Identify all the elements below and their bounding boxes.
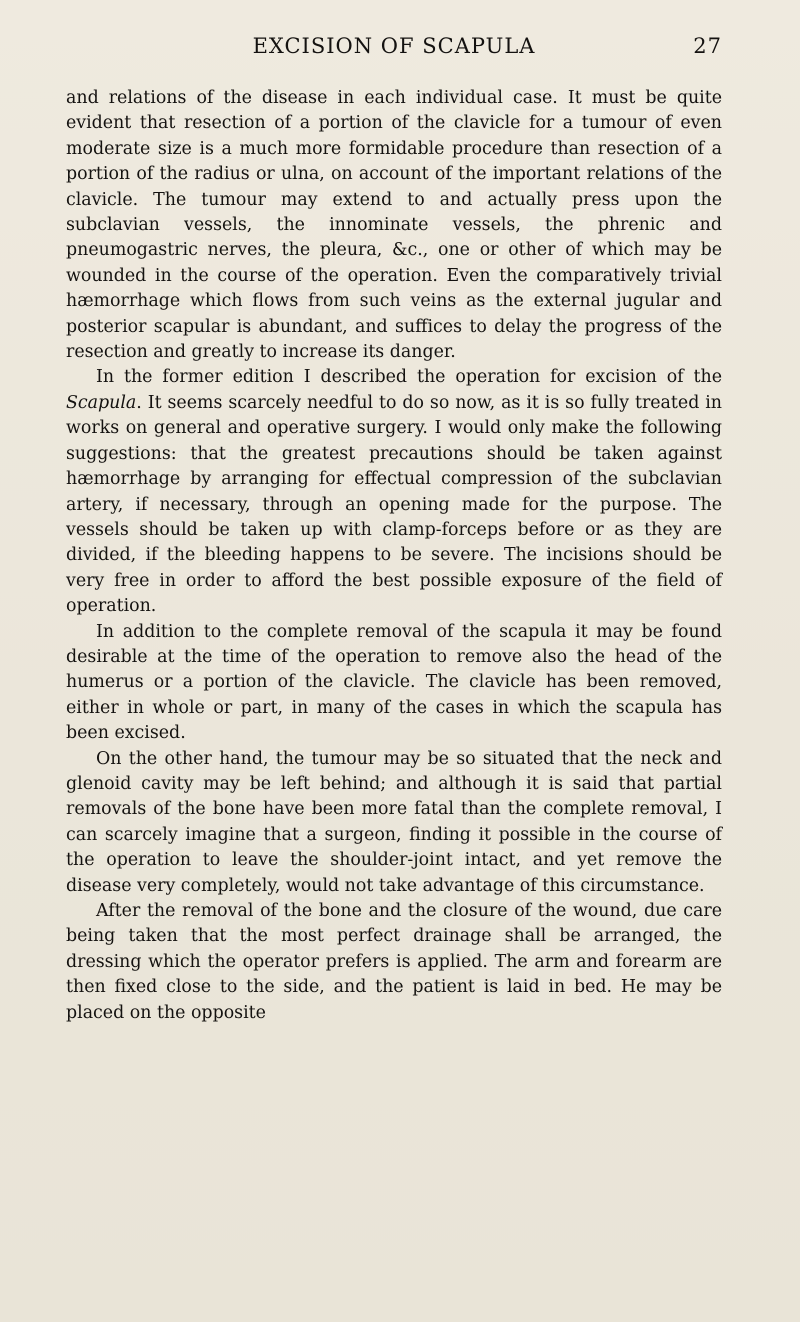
paragraph-aftercare: After the removal of the bone and the closure of the wound, due care being taken that the most perfect drainage shall be arranged, the dressing which the operator prefers is applied. The arm and forearm are then fixed close to the side, and the patient is laid in bed. He may be placed on the opposite <box>66 901 722 1023</box>
running-head <box>66 34 722 64</box>
paragraph-text: In the former edition I described the operation for excision of the <box>96 367 722 388</box>
page-number: 27 <box>693 34 722 58</box>
paragraph-partial-removal: On the other hand, the tumour may be so situated that the neck and glenoid cavity may be left behind; and although it is said that partial removals of the bone have been more fatal than the complete removal, I can scarcely imagine that a surgeon, finding it possible in the course of the operation to leave the shoulder-joint intact, and yet remove the disease very completely, would not take advantage of this circumstance. <box>66 748 722 896</box>
paragraph-haemorrhage-risk: and relations of the disease in each individual case. It must be quite evident that resection of a portion of the clavicle for a tumour of even moderate size is a much more formidable procedure than resection of a portion of the radius or ulna, on account of the important relations of the clavicle. The tumour may extend to and actually press upon the subclavian vessels, the innominate vessels, the phrenic and pneumogastric nerves, the pleura, &c., one or other of which may be wounded in the course of the operation. Even the comparatively trivial hæmorrhage which flows from such veins as the external jugular and posterior scapular is abundant, and suffices to delay the progress of the resection and greatly to increase its danger. <box>66 88 722 363</box>
paragraph-text: . It seems scarcely needful to do so now, as it is so fully treated in works on general and operative surgery. I would only make the following suggestions: that the greatest precautions should be taken against hæmorrhage by arranging for effectual compression of the subclavian artery, if necessary, through an opening made for the purpose. The vessels should be taken up with clamp-forceps before or as they are divided, if the bleeding happens to be severe. The incisions should be very free in order to afford the best possible exposure of the field of operation. <box>66 392 722 617</box>
paragraph-excision-suggestions <box>66 365 722 619</box>
paragraph-additional-removal: In addition to the complete removal of the scapula it may be found desirable at the time of the operation to remove also the head of the humerus or a portion of the clavicle. The clavicle has been removed, either in whole or part, in many of the cases in which the scapula has been excised. <box>66 621 722 744</box>
body-text <box>66 86 722 1026</box>
italic-term: Scapula <box>66 392 137 413</box>
chapter-title: EXCISION OF SCAPULA <box>252 34 536 58</box>
